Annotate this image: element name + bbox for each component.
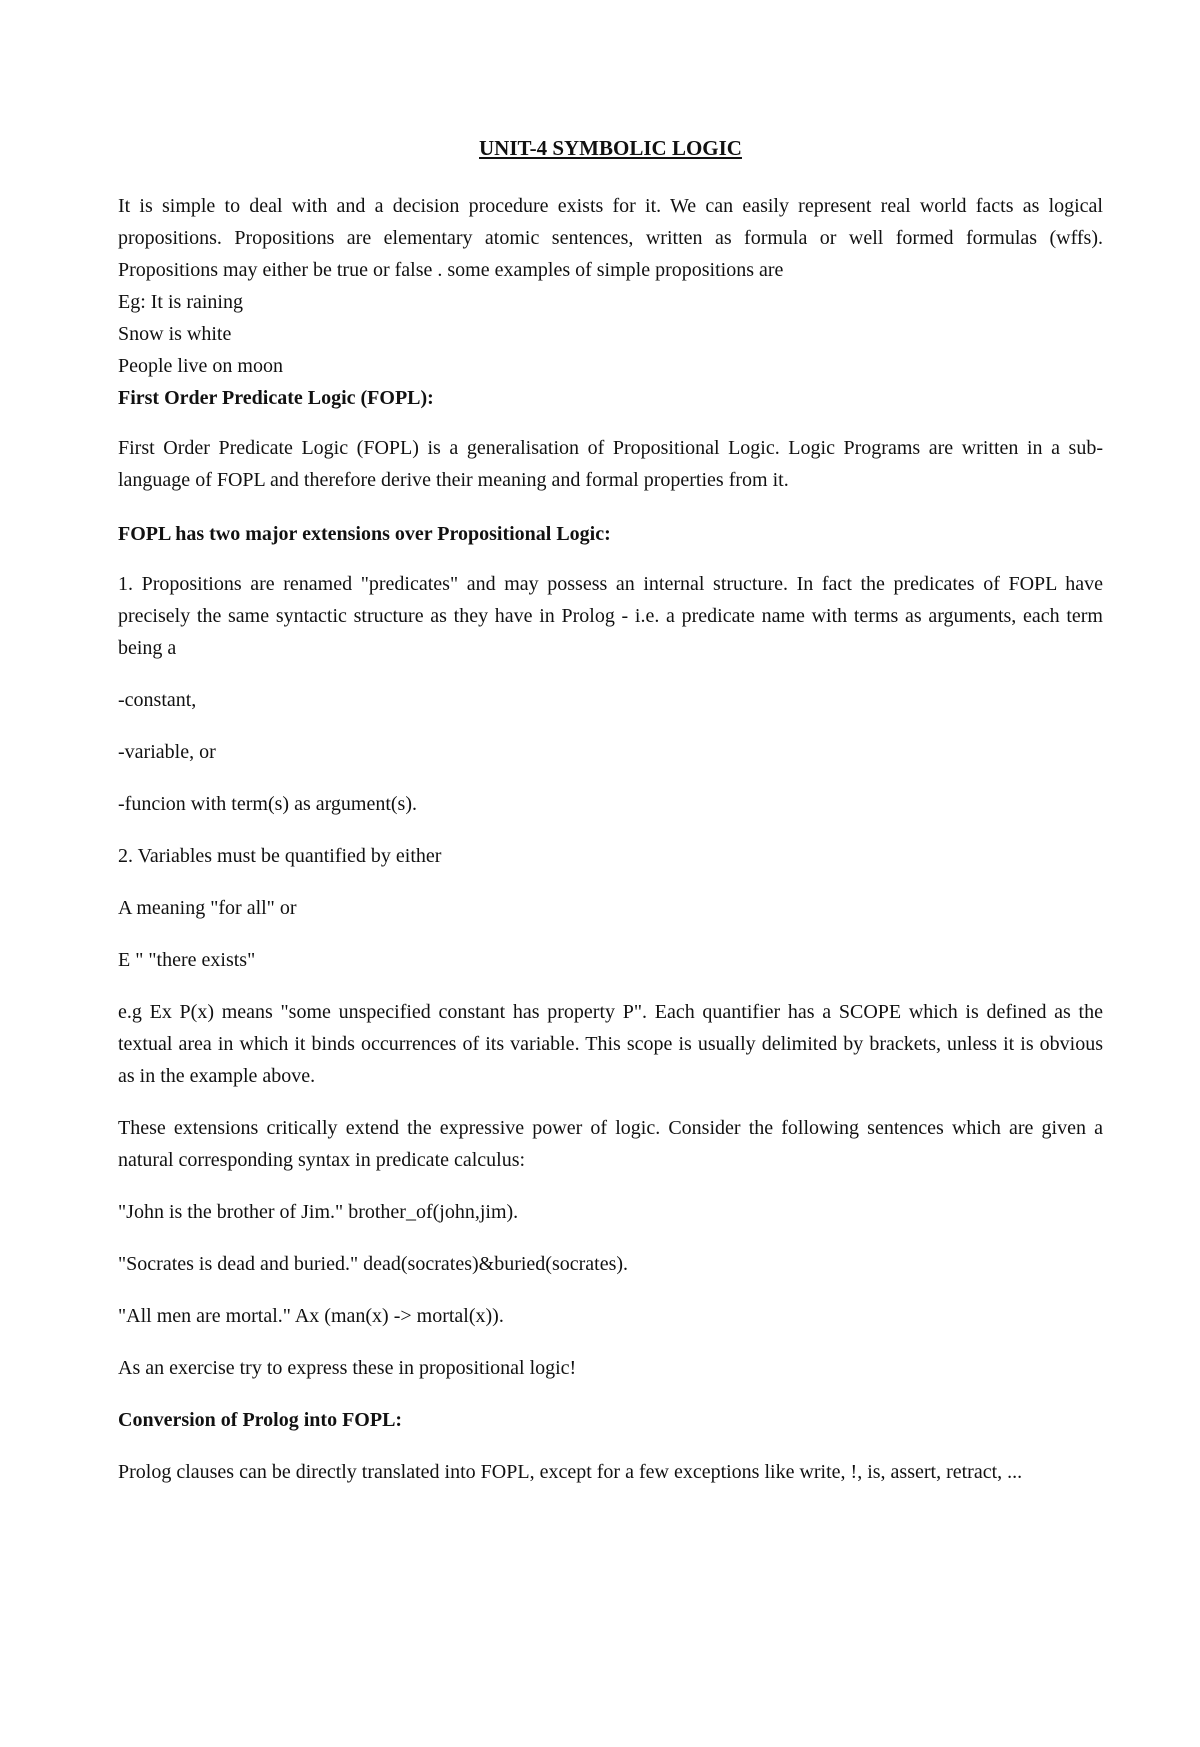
fopl-heading: First Order Predicate Logic (FOPL): xyxy=(118,387,434,409)
page-title: UNIT-4 SYMBOLIC LOGIC xyxy=(479,136,742,160)
term-line: -constant, xyxy=(118,689,197,711)
extension-one-paragraph: 1. Propositions are renamed "predicates" and may possess an internal structure. In fact the predicates of FOPL have precisely the same syntactic structure as they have in Prolog - i.e. a predicate name with terms as arguments, each term being a xyxy=(118,573,1103,659)
example-line: Snow is white xyxy=(118,323,232,345)
fopl-paragraph: First Order Predicate Logic (FOPL) is a generalisation of Propositional Logic. Logic Programs are written in a sub-language of FOPL and therefore derive their meaning and formal properties from it. xyxy=(118,437,1103,491)
expressive-power-paragraph: These extensions critically extend the expressive power of logic. Consider the following sentences which are given a natural corresponding syntax in predicate calculus: xyxy=(118,1117,1103,1171)
example-line: Eg: It is raining xyxy=(118,291,243,313)
example-sentence: "Socrates is dead and buried." dead(socrates)&buried(socrates). xyxy=(118,1253,629,1275)
term-line: -variable, or xyxy=(118,741,216,763)
quantifier-line: A meaning "for all" or xyxy=(118,897,297,919)
exercise-line: As an exercise try to express these in propositional logic! xyxy=(118,1357,577,1379)
conversion-heading: Conversion of Prolog into FOPL: xyxy=(118,1409,403,1431)
example-sentence: "John is the brother of Jim." brother_of(john,jim). xyxy=(118,1201,519,1223)
extension-two-paragraph: 2. Variables must be quantified by either xyxy=(118,845,442,867)
extensions-heading: FOPL has two major extensions over Propositional Logic: xyxy=(118,523,611,545)
intro-paragraph: It is simple to deal with and a decision procedure exists for it. We can easily represent real world facts as logical propositions. Propositions are elementary atomic sentences, written as formula or well formed formulas (wffs). Propositions may either be true or false . some examples of simple propositions are xyxy=(118,195,1103,281)
term-line: -funcion with term(s) as argument(s). xyxy=(118,793,417,815)
conversion-paragraph: Prolog clauses can be directly translated into FOPL, except for a few exceptions like write, !, is, assert, retract, ... xyxy=(118,1461,1023,1483)
document-page xyxy=(118,132,1103,1488)
quantifier-line: E " "there exists" xyxy=(118,949,256,971)
scope-paragraph: e.g Ex P(x) means "some unspecified constant has property P". Each quantifier has a SCOPE which is defined as the textual area in which it binds occurrences of its variable. This scope is usually delimited by brackets, unless it is obvious as in the example above. xyxy=(118,1001,1103,1087)
example-line: People live on moon xyxy=(118,355,283,377)
example-sentence: "All men are mortal." Ax (man(x) -> mortal(x)). xyxy=(118,1305,504,1327)
